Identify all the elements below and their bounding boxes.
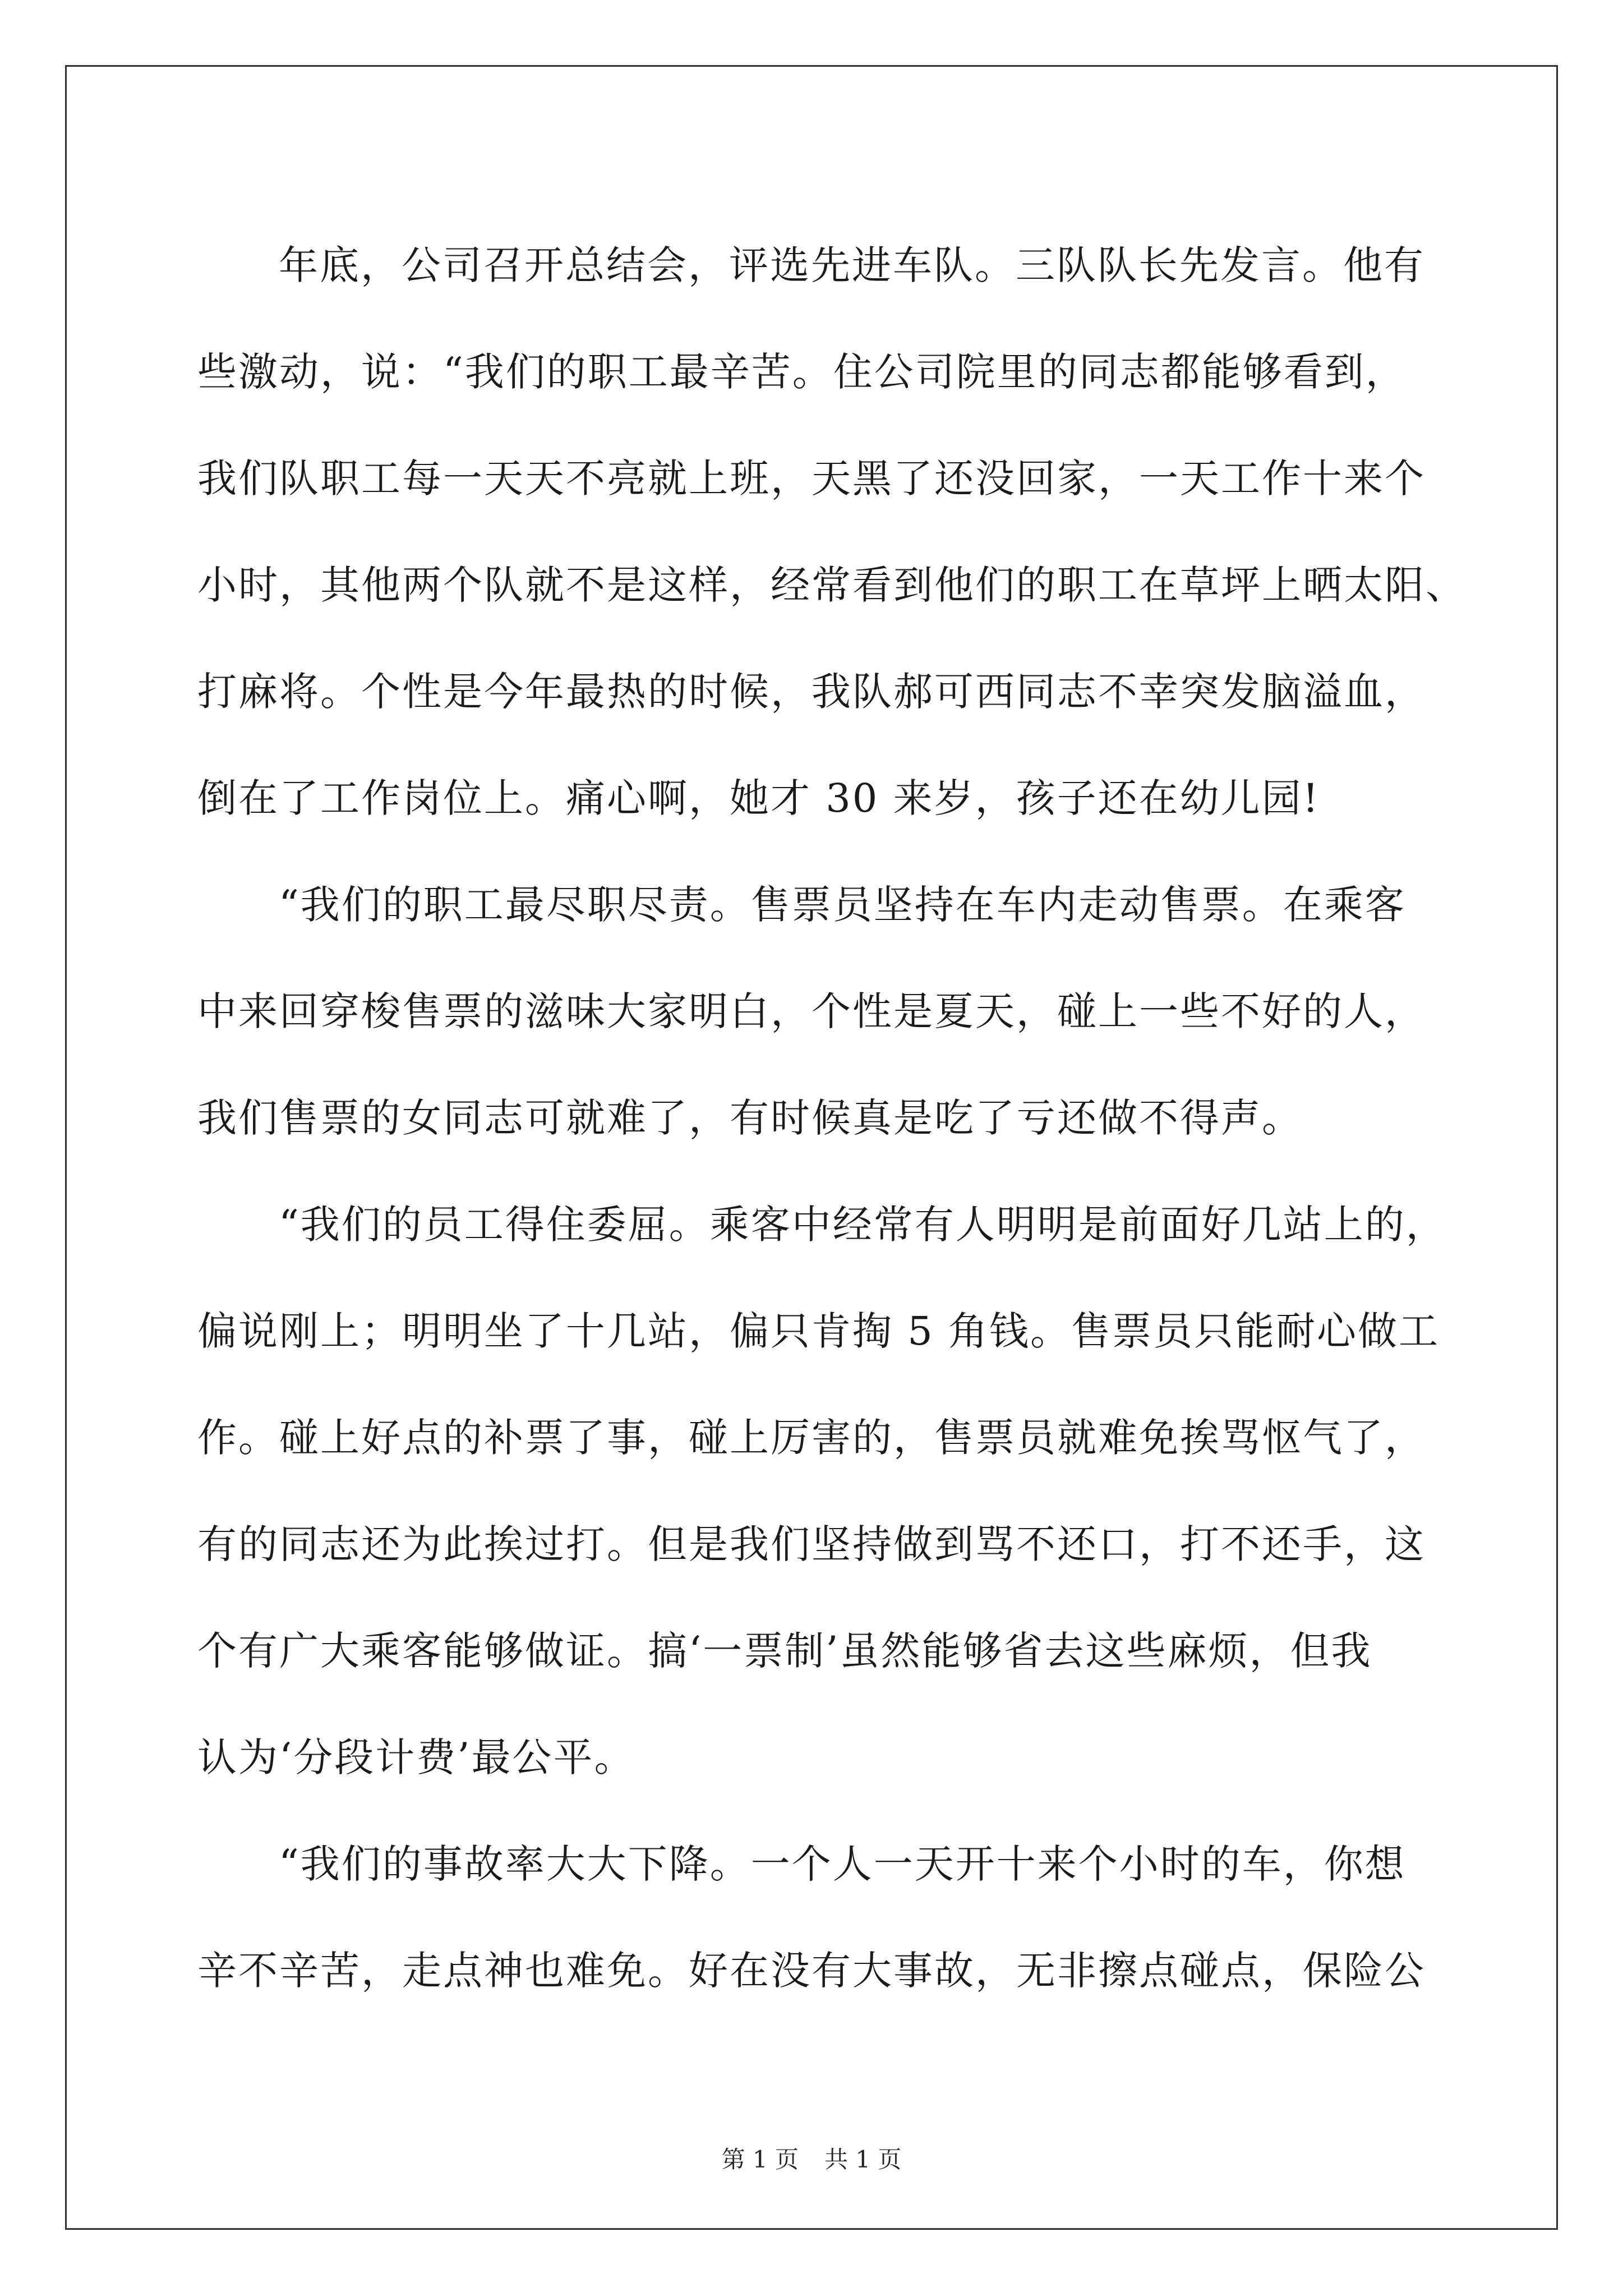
text-line: 有的同志还为此挨过打。但是我们坚持做到骂不还口，打不还手，这 xyxy=(197,1521,1426,1567)
text-line: 我们队职工每一天天不亮就上班，天黑了还没回家，一天工作十来个 xyxy=(197,455,1426,501)
text-line: 年底，公司召开总结会，评选先进车队。三队队长先发言。他有 xyxy=(279,242,1425,288)
text-line: 些激动，说：“我们的职工最辛苦。住公司院里的同志都能够看到， xyxy=(197,349,1407,395)
page-footer xyxy=(0,2143,1623,2177)
text-line: “我们的事故率大大下降。一个人一天开十来个小时的车，你想 xyxy=(279,1841,1406,1887)
text-line: 作。碰上好点的补票了事，碰上厉害的，售票员就难免挨骂怄气了， xyxy=(197,1415,1426,1461)
text-line: “我们的员工得住委屈。乘客中经常有人明明是前面好几站上的， xyxy=(279,1202,1447,1248)
text-line: 个有广大乘客能够做证。搞‘一票制’虽然能够省去这些麻烦，但我 xyxy=(197,1628,1372,1674)
text-line: 偏说刚上；明明坐了十几站，偏只肯掏 5 角钱。售票员只能耐心做工 xyxy=(197,1308,1440,1354)
document-body xyxy=(197,212,1467,2024)
text-line: 倒在了工作岗位上。痛心啊，她才 30 来岁，孩子还在幼儿园! xyxy=(197,775,1320,821)
page-number-total: 共 1 页 xyxy=(824,2146,902,2173)
text-line: 认为‘分段计费’最公平。 xyxy=(197,1734,635,1780)
text-line: 小时，其他两个队就不是这样，经常看到他们的职工在草坪上晒太阳、 xyxy=(197,562,1467,608)
page-number-current: 第 1 页 xyxy=(721,2146,799,2173)
text-line: 打麻将。个性是今年最热的时候，我队郝可西同志不幸突发脑溢血， xyxy=(197,669,1426,715)
text-line: 我们售票的女同志可就难了，有时候真是吃了亏还做不得声。 xyxy=(197,1095,1303,1141)
text-line: 辛不辛苦，走点神也难免。好在没有大事故，无非擦点碰点，保险公 xyxy=(197,1948,1426,1994)
text-line: 中来回穿梭售票的滋味大家明白，个性是夏天，碰上一些不好的人， xyxy=(197,988,1426,1034)
text-line: “我们的职工最尽职尽责。售票员坚持在车内走动售票。在乘客 xyxy=(279,882,1406,928)
